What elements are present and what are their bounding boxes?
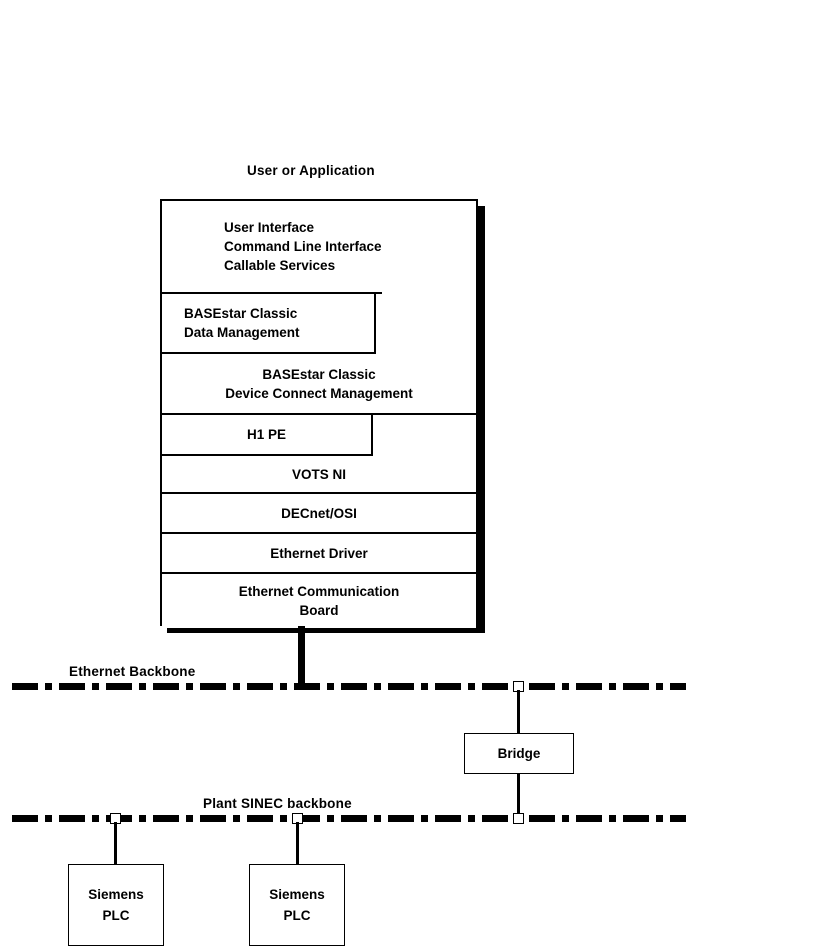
stack-layer-line: Data Management [184,325,300,340]
stack-layer-line: User Interface [224,220,315,235]
plc-right-label-line: PLC [283,908,311,923]
stack-title: User or Application [247,163,375,178]
plant-backbone-tap-bridge [513,813,524,824]
ethernet-backbone-line [12,683,686,690]
plc-left-label-line: PLC [102,908,130,923]
stack-layer-line: Device Connect Management [225,385,413,401]
stack-to-ethernet-link [298,626,305,689]
plc-right-box [249,864,345,946]
plc-left-box [68,864,164,946]
bridge-box [464,733,574,774]
stack-layer-device-connect-management [162,354,476,415]
protocol-stack [160,199,478,626]
stack-layer-line: H1 PE [246,427,287,442]
bridge-upper-link [517,690,520,733]
plc-right-link [296,822,299,864]
stack-layer-ethernet-driver [162,534,476,574]
stack-layer-line: Command Line Interface [224,239,382,254]
plc-right-label-line: Siemens [269,887,325,902]
ethernet-backbone-label: Ethernet Backbone [69,664,196,679]
stack-layer-line: BASEstar Classic [184,306,298,321]
stack-layer-line: BASEstar Classic [262,366,376,382]
stack-layer-line: VOTS NI [291,466,346,482]
stack-layer-line: Ethernet Communication [238,584,400,599]
plc-left-link [114,822,117,864]
stack-layer-line: Ethernet Driver [270,545,368,561]
stack-layer-decnet-osi [162,494,476,534]
plant-backbone-label: Plant SINEC backbone [203,796,352,811]
stack-layer-user-interface [162,201,382,294]
stack-layer-vots-ni [162,456,476,494]
stack-layer-h1-pe [162,415,373,456]
bridge-label: Bridge [497,746,541,761]
stack-layer-ethernet-communication-board [162,574,476,628]
stack-layer-line: DECnet/OSI [281,505,357,521]
stack-layer-line: Callable Services [224,258,336,273]
stack-layer-data-management [162,294,376,354]
stack-layer-line: Board [299,603,339,618]
plc-left-label-line: Siemens [88,887,144,902]
